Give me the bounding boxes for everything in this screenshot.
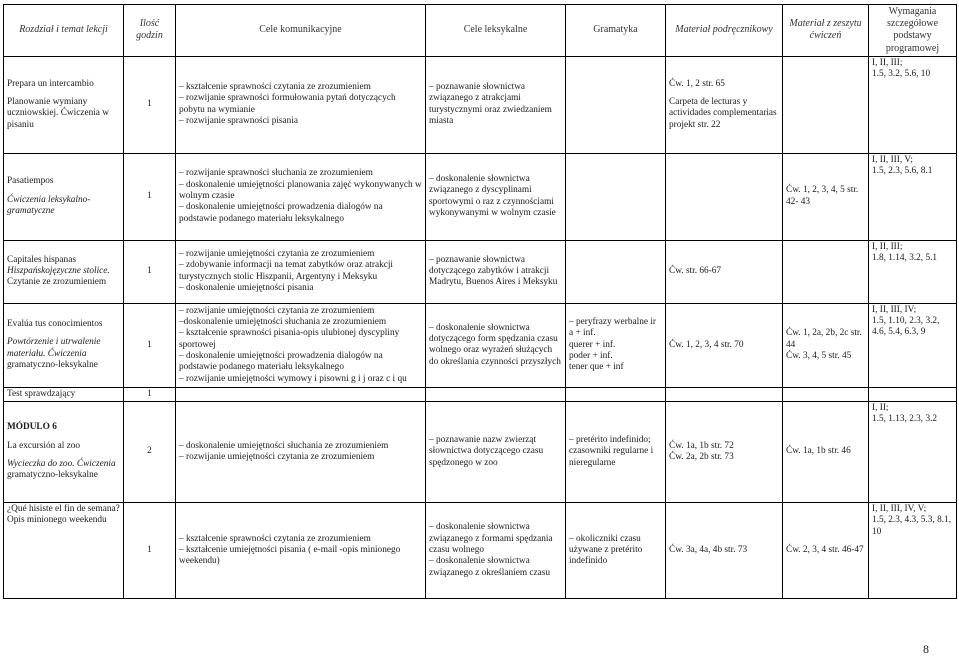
- workbook-cell: Ćw. 2, 3, 4 str. 46-47: [783, 503, 869, 599]
- workbook-cell: [783, 56, 869, 153]
- textbook-cell: Ćw. 3a, 4a, 4b str. 73: [666, 503, 783, 599]
- requirements-cell: I, II, III, IV; 1.5, 1.10, 2.3, 3.2, 4.6, 5.4, 6.3, 9: [869, 303, 957, 387]
- table-row: [4, 402, 957, 503]
- table-row: [4, 240, 957, 303]
- workbook-cell: [783, 240, 869, 303]
- hours-cell: 1: [124, 56, 176, 153]
- header-hours: Ilość godzin: [124, 5, 176, 57]
- requirements-cell: I, II, III, IV, V; 1.5, 2.3, 4.3, 5.3, 8.1, 10: [869, 503, 957, 599]
- lex-cell: – poznawanie słownictwa dotyczącego zabytków i atrakcji Madrytu, Buenos Aires i Meksyku: [426, 240, 566, 303]
- table-row: [4, 153, 957, 240]
- topic-cell: Pasatiempos Ćwiczenia leksykalno-gramatyczne: [4, 153, 124, 240]
- topic-desc: Planowanie wymiany uczniowskiej. Ćwiczenia w pisaniu: [7, 96, 112, 130]
- comm-cell: – rozwijanie umiejętności czytania ze zrozumieniem – zdobywanie informacji na temat zabytków oraz atrakcji turystycznych stolic Hiszpanii, Argentyny i Meksyku – doskonalenie umiejętności pisania: [176, 240, 426, 303]
- hours-cell: 1: [124, 240, 176, 303]
- comm-cell: – rozwijanie sprawności słuchania ze zrozumieniem – doskonalenie umiejętności planowania zajęć wykonywanych w wolnym czasie – doskonalenie umiejętności prowadzenia dialogów na podstawie podanego materiału leksykalnego: [176, 153, 426, 240]
- lex-cell: – doskonalenie słownictwa związanego z dyscyplinami sportowymi o raz z czynnościami wykonywanymi w wolnym czasie: [426, 153, 566, 240]
- header-lexical: Cele leksykalne: [426, 5, 566, 57]
- hours-cell: 1: [124, 387, 176, 401]
- textbook-cell: Ćw. 1, 2 str. 65 Carpeta de lecturas y actividades complementarias projekt str. 22: [666, 56, 783, 153]
- header-row: [4, 5, 957, 57]
- header-textbook: Materiał podręcznikowy: [666, 5, 783, 57]
- textbook-cell: Ćw. 1, 2, 3, 4 str. 70: [666, 303, 783, 387]
- table-row: [4, 303, 957, 387]
- workbook-cell: Ćw. 1, 2a, 2b, 2c str. 44 Ćw. 3, 4, 5 str. 45: [783, 303, 869, 387]
- curriculum-table: [3, 4, 957, 599]
- requirements-cell: I, II, III; 1.8, 1.14, 3.2, 5.1: [869, 240, 957, 303]
- hours-cell: 1: [124, 503, 176, 599]
- topic-cell: [4, 56, 124, 153]
- topic-cell: MÓDULO 6 La excursión al zoo Wycieczka do zoo. Ćwiczenia gramatyczno-leksykalne: [4, 402, 124, 503]
- hours-cell: 2: [124, 402, 176, 503]
- table-row: [4, 503, 957, 599]
- requirements-cell: I, II, III; 1.5, 3.2, 5.6, 10: [869, 56, 957, 153]
- header-workbook: Materiał z zeszytu ćwiczeń: [783, 5, 869, 57]
- header-communication: Cele komunikacyjne: [176, 5, 426, 57]
- workbook-cell: Ćw. 1a, 1b str. 46: [783, 402, 869, 503]
- textbook-cell: Ćw. 1a, 1b str. 72 Ćw. 2a, 2b str. 73: [666, 402, 783, 503]
- comm-cell: – rozwijanie umiejętności czytania ze zrozumieniem –doskonalenie umiejętności słuchania ze zrozumieniem – kształcenie sprawności pisania-opis ulubionej dyscypliny sportowej – doskonalenie umiejętności prowadzenia dialogów na podstawie podanego materiału leksykalnego – rozwijanie umiejętności wymowy i pisowni g i j oraz c i qu: [176, 303, 426, 387]
- topic-cell: Test sprawdzający: [4, 387, 124, 401]
- hours-cell: 1: [124, 303, 176, 387]
- table-row: [4, 56, 957, 153]
- grammar-cell: – okoliczniki czasu używane z pretérito indefinido: [566, 503, 666, 599]
- grammar-cell: [566, 56, 666, 153]
- comm-cell: – kształcenie sprawności czytania ze zrozumieniem – kształcenie umiejętności pisania ( e-mail -opis minionego weekendu): [176, 503, 426, 599]
- lex-cell: – doskonalenie słownictwa dotyczącego form spędzania czasu wolnego oraz wyrażeń służących do określania czynności przyszłych: [426, 303, 566, 387]
- grammar-cell: – pretérito indefinido; czasowniki regularne i nieregularne: [566, 402, 666, 503]
- grammar-cell: – peryfrazy werbalne ir a + inf. querer + inf. poder + inf. tener que + inf: [566, 303, 666, 387]
- grammar-cell: [566, 153, 666, 240]
- comm-cell: – kształcenie sprawności czytania ze zrozumieniem – rozwijanie sprawności formułowania pytań dotyczących pobytu na wymianie – rozwijanie sprawności pisania: [176, 56, 426, 153]
- page-number: 8: [923, 642, 929, 656]
- requirements-cell: I, II; 1.5, 1.13, 2.3, 3.2: [869, 402, 957, 503]
- topic-cell: Capitales hispanas Hiszpańskojęzyczne stolice. Czytanie ze zrozumieniem: [4, 240, 124, 303]
- textbook-cell: [666, 153, 783, 240]
- lex-cell: – doskonalenie słownictwa związanego z formami spędzania czasu wolnego – doskonalenie słownictwa związanego z określaniem czasu: [426, 503, 566, 599]
- textbook-cell: Ćw. str. 66-67: [666, 240, 783, 303]
- hours-cell: 1: [124, 153, 176, 240]
- header-grammar: Gramatyka: [566, 5, 666, 57]
- topic-title: Prepara un intercambio: [7, 78, 94, 89]
- topic-cell: ¿Qué hisiste el fin de semana? Opis minionego weekendu: [4, 503, 124, 599]
- header-topic: Rozdział i temat lekcji: [4, 5, 124, 57]
- lex-cell: – poznawanie słownictwa związanego z atrakcjami turystycznymi oraz zwiedzaniem miasta: [426, 56, 566, 153]
- lex-cell: – poznawanie nazw zwierząt słownictwa dotyczącego czasu spędzonego w zoo: [426, 402, 566, 503]
- comm-cell: – doskonalenie umiejętności słuchania ze zrozumieniem – rozwijanie umiejętności czytania ze zrozumieniem: [176, 402, 426, 503]
- workbook-cell: Ćw. 1, 2, 3, 4, 5 str. 42- 43: [783, 153, 869, 240]
- grammar-cell: [566, 240, 666, 303]
- header-requirements: Wymagania szczegółowe podstawy programowej: [869, 5, 957, 57]
- requirements-cell: I, II, III, V; 1.5, 2.3, 5.6, 8.1: [869, 153, 957, 240]
- module-title: MÓDULO 6: [7, 422, 57, 433]
- topic-cell: Evalúa tus conocimientos Powtórzenie i utrwalenie materiału. Ćwiczenia gramatyczno-leksykalne: [4, 303, 124, 387]
- table-row: [4, 387, 957, 401]
